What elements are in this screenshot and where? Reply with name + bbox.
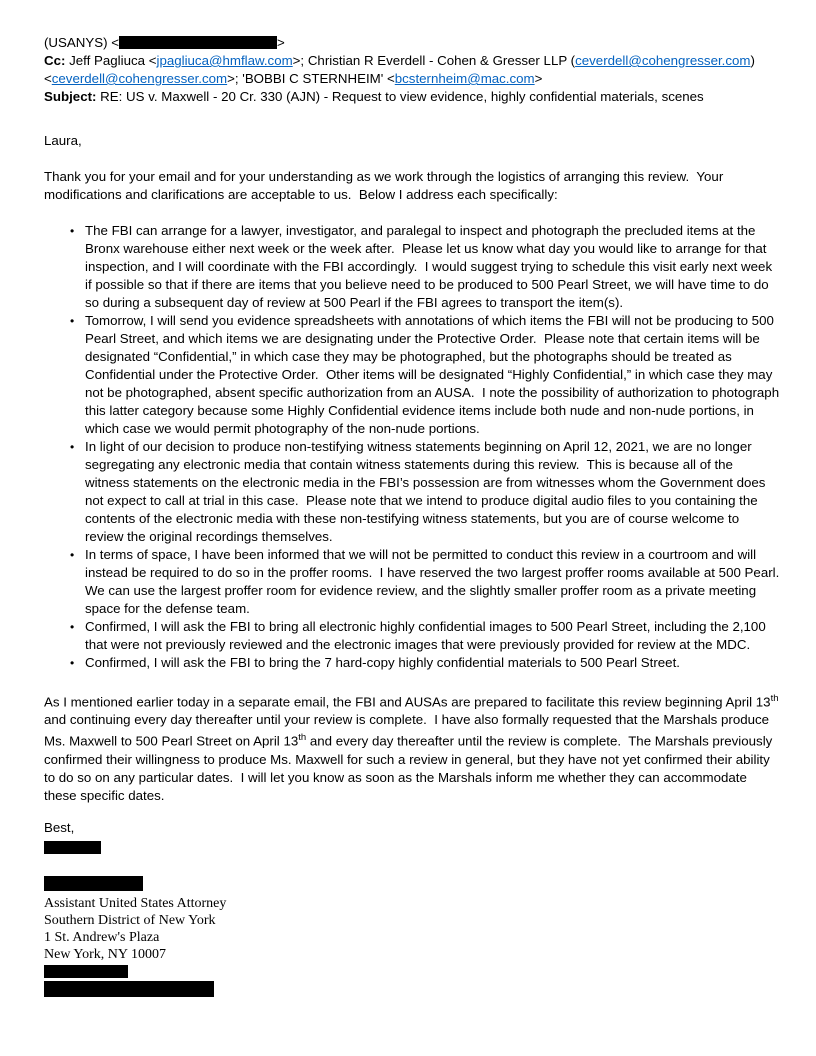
- bullet-item-witness-statements: • In light of our decision to produce non-testifying witness statements beginning on April 12, 2021, we are no longer segregating any electronic media that contain witness statements during this review. This is because all of the witness statements on the electronic media in the FBI’s possession are from witnesses whom the Government does not expect to call at trial in this case. Please note that we intend to produce digital audio files to you containing the contents of the electronic media with these non-testifying witness statements, but you are of course welcome to review the original recordings themselves.: [85, 438, 780, 546]
- greeting: Laura,: [44, 133, 82, 148]
- cc-text-segment: >: [534, 71, 543, 86]
- usanys-line: [44, 34, 780, 52]
- closing-text-segment: As I mentioned earlier today in a separate email, the FBI and AUSAs are prepared to facilitate this review beginning April 13: [44, 694, 771, 710]
- cc-text-segment: ) <: [44, 53, 759, 86]
- cc-line: [44, 52, 780, 88]
- email-link-jpagliuca[interactable]: jpagliuca@hmflaw.com: [156, 53, 293, 68]
- intro-paragraph: Thank you for your email and for your understanding as we work through the logistics of arranging this review. Your modifications and clarifications are acceptable to us. Below I address each specifically:: [44, 169, 727, 202]
- subject-line: [44, 88, 780, 106]
- redaction-box-signature-name: [44, 876, 143, 891]
- redaction-box-signature-email: [44, 981, 214, 997]
- cc-text-segment: Jeff Pagliuca <: [65, 53, 157, 68]
- signature-district: Southern District of New York: [44, 912, 216, 928]
- closing-text-segment: and every day thereafter until the review is complete. The Marshals previously confirmed their willingness to produce Ms. Maxwell for such a review in general, but they have not yet confirmed their ability to do so on any particular dates. I will let you know as soon as the Marshals inform me whether they can accommodate these specific dates.: [44, 733, 776, 803]
- bullet-item-hard-copy: • Confirmed, I will ask the FBI to bring the 7 hard-copy highly confidential materials to 500 Pearl Street.: [85, 654, 780, 672]
- bullet-item-spreadsheets: • Tomorrow, I will send you evidence spreadsheets with annotations of which items the FBI will not be producing to 500 Pearl Street, and which items we are designating under the Protective Order. Please note that certain items will be designated “Confidential,” in which case they may be photographed, but the photographs should be treated as Confidential under the Protective Order. Other items will be designated “Highly Confidential,” in which case they may not be photographed, absent specific authorization from an AUSA. I note the possibility of authorization to photograph this latter category because some Highly Confidential evidence items include both nude and non-nude portions, in which case we would permit photography of the non-nude portions.: [85, 312, 780, 438]
- bullet-item-fbi-inspection: • The FBI can arrange for a lawyer, investigator, and paralegal to inspect and photograph the precluded items at the Bronx warehouse either next week or the week after. Please let us know what day you would like to arrange for that inspection, and I will coordinate with the FBI accordingly. I would suggest trying to schedule this visit early next week if possible so that if there are items that you believe need to be produced to 500 Pearl Street, we will have time to do so during a subsequent day of review at 500 Pearl if the FBI agrees to transport the item(s).: [85, 222, 780, 312]
- signature-title: Assistant United States Attorney: [44, 895, 227, 911]
- signoff: Best,: [44, 819, 75, 835]
- signature-block: [44, 876, 780, 997]
- closing-paragraph: [44, 690, 783, 805]
- cc-label: Cc:: [44, 53, 66, 68]
- ordinal-superscript: th: [770, 693, 779, 704]
- signature-address-line2: New York, NY 10007: [44, 946, 166, 962]
- signature-address-line1: 1 St. Andrew's Plaza: [44, 929, 160, 945]
- subject-text: RE: US v. Maxwell - 20 Cr. 330 (AJN) - Request to view evidence, highly confidential materials, scenes: [96, 89, 704, 104]
- cc-text-segment: >; Christian R Everdell - Cohen & Gresser LLP (: [292, 53, 576, 68]
- subject-label: Subject:: [44, 89, 97, 104]
- cc-text-segment: >; 'BOBBI C STERNHEIM' <: [227, 71, 395, 86]
- email-link-ceverdell-2[interactable]: ceverdell@cohengresser.com: [51, 71, 228, 86]
- bullet-item-electronic-images: • Confirmed, I will ask the FBI to bring all electronic highly confidential images to 500 Pearl Street, including the 2,100 that were not previously reviewed and the electronic images that were previously provided for review at the MDC.: [85, 618, 780, 654]
- redaction-box-signature-phone: [44, 965, 128, 978]
- email-link-bcsternheim[interactable]: bcsternheim@mac.com: [394, 71, 535, 86]
- redaction-box-recipient-email: [119, 36, 277, 49]
- redaction-box-signoff-name: [44, 841, 101, 854]
- ordinal-superscript: th: [298, 732, 307, 744]
- usanys-line-prefix: (USANYS) <: [44, 35, 119, 50]
- bullet-item-proffer-rooms: • In terms of space, I have been informed that we will not be permitted to conduct this review in a courtroom and will instead be required to do so in the proffer rooms. I have reserved the two largest proffer rooms available at 500 Pearl. We can use the largest proffer room for evidence review, and the slightly smaller proffer room as a private meeting space for the defense team.: [85, 546, 780, 618]
- usanys-line-suffix: >: [277, 35, 285, 50]
- email-header: [44, 34, 780, 106]
- email-link-ceverdell-1[interactable]: ceverdell@cohengresser.com: [575, 53, 751, 68]
- closing-text-segment: and continuing every day thereafter until your review is complete. I have also formally requested that the Marshals produce Ms. Maxwell to 500 Pearl Street on April 13: [44, 694, 783, 749]
- bullet-list: [44, 222, 787, 672]
